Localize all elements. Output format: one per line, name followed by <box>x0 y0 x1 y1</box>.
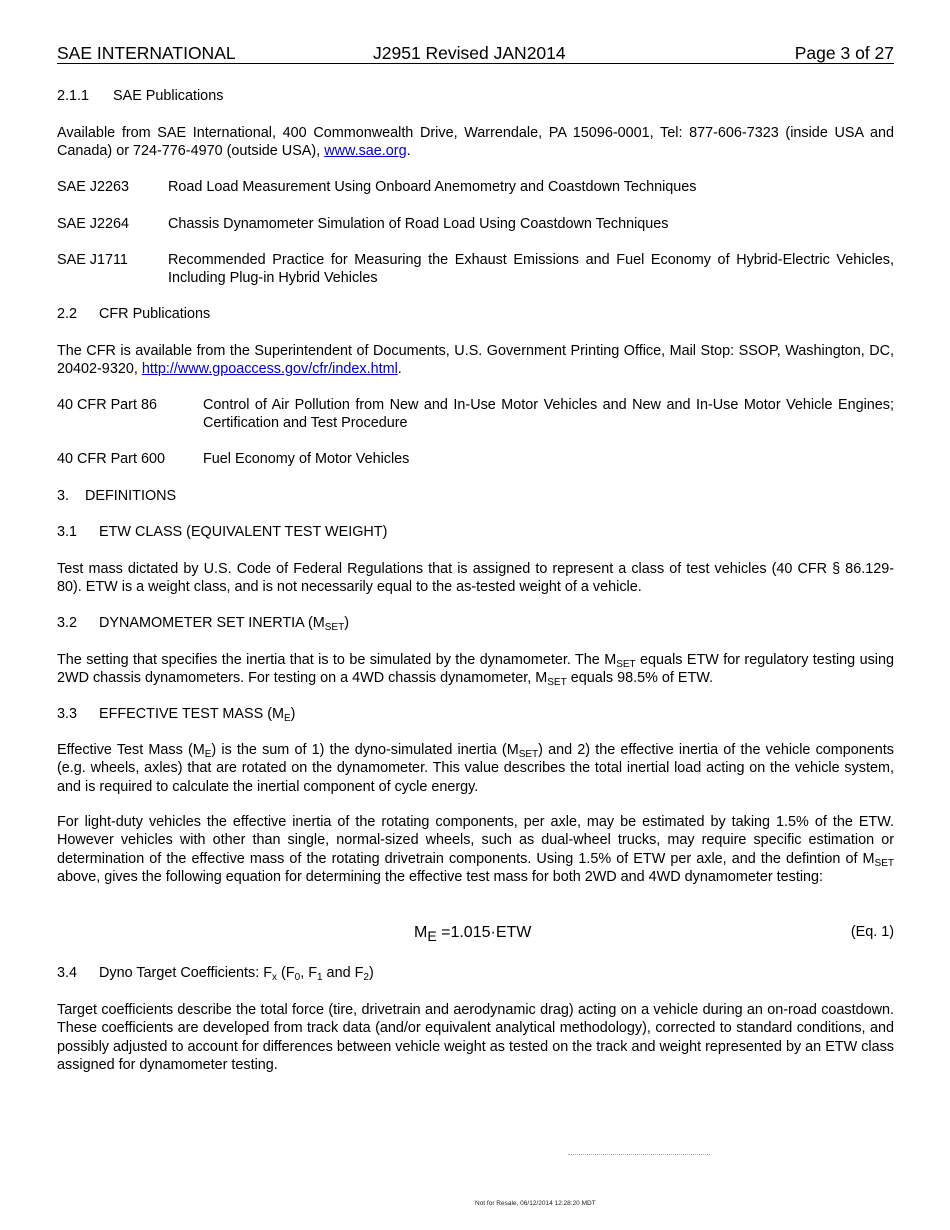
section-number: 2.1.1 <box>57 88 90 104</box>
page-header <box>57 43 894 64</box>
header-org: SAE INTERNATIONAL <box>57 43 236 63</box>
reference-item <box>57 450 894 468</box>
reference-code: SAE J2263 <box>57 179 130 195</box>
equation-formula: $M_E =1.015\cdot ETW$ <box>414 924 532 944</box>
reference-item <box>57 215 894 233</box>
document-page <box>57 43 894 1073</box>
section-title: DYNAMOMETER SET INERTIA $(M_{SET})$ <box>99 615 349 633</box>
reference-item <box>57 396 894 433</box>
section-heading-2-1-1 <box>57 87 894 105</box>
paragraph-rotating-inertia: For light-duty vehicles the effective inertia of the rotating components, per axle, may be estimated by taking 1.5% of the ETW. However vehicles with other than single, normal-sized wheels, such as dual-wheel trucks, may require specific estimation or determination of the effective mass of the rotating drivetrain components. Using 1.5% of ETW per axle, and the defintion of $M_{SET}$ above, gives the following equation for determining the effective test mass for both 2WD and 4WD dynamometer testing: <box>57 814 894 885</box>
gpoaccess-link[interactable]: http://www.gpoaccess.gov/cfr/index.html <box>141 361 398 378</box>
faint-watermark-line <box>568 1154 710 1155</box>
section-number: 3.3 <box>57 706 78 722</box>
reference-code: SAE J2264 <box>57 216 130 232</box>
section-number: 3.2 <box>57 615 78 631</box>
footer-resale-note: Not for Resale, 06/12/2014 12:28:20 MDT <box>475 1200 596 1207</box>
header-page-number: Page 3 of 27 <box>794 43 894 63</box>
header-doc-id: J2951 Revised JAN2014 <box>373 43 566 63</box>
paragraph-mset-definition: The setting that specifies the inertia that is to be simulated by the dynamometer. The $M_{SET}$ equals ETW for regulatory testing using 2WD chassis dynamometers. For testing on a 4WD chassis dynamometer, $M_{SET}$ equals 98.5% of ETW. <box>57 652 894 689</box>
equation-1 <box>57 924 894 946</box>
section-title: ETW CLASS (EQUIVALENT TEST WEIGHT) <box>99 524 388 540</box>
paragraph-effective-test-mass: Effective Test Mass $(M_E)$ is the sum of 1) the dyno-simulated inertia $(M_{SET})$ and 2) the effective inertia of the vehicle components (e.g. wheels, axles) that are rotated on the dynamometer. This value describes the total inertial load acting on the vehicle system, and is required to calculate the inertial component of cycle energy. <box>57 742 894 795</box>
section-title: Dyno Target Coefficients: $F_x$ ($F_0$, $F_1$ and $F_2$) <box>99 965 374 983</box>
reference-title: Control of Air Pollution from New and In-Use Motor Vehicles and New and In-Use Motor Vehicle Engines; Certification and Test Procedure <box>203 397 894 432</box>
reference-title: Road Load Measurement Using Onboard Anemometry and Coastdown Techniques <box>168 179 697 195</box>
section-title: EFFECTIVE TEST MASS $(M_E)$ <box>99 706 296 724</box>
reference-item <box>57 251 894 288</box>
paragraph-etw-definition: Test mass dictated by U.S. Code of Federal Regulations that is assigned to represent a class of test vehicles (40 CFR § 86.129-80). ETW is a weight class, and is not necessarily equal to the as-tested weight of a vehicle. <box>57 561 894 596</box>
paragraph-sae-availability: Available from SAE International, 400 Commonwealth Drive, Warrendale, PA 15096-0001, Tel: 877-606-7323 (inside USA and Canada) or 724-776-4970 (outside USA), www.sae.org. <box>57 125 894 160</box>
section-title: SAE Publications <box>113 88 224 104</box>
paragraph-cfr-availability: The CFR is available from the Superintendent of Documents, U.S. Government Printing Office, Mail Stop: SSOP, Washington, DC, 20402-9320, http://www.gpoaccess.gov/cfr/index.html. <box>57 343 894 378</box>
section-number: 3.4 <box>57 965 78 981</box>
section-title: DEFINITIONS <box>85 488 177 504</box>
section-heading-2-2 <box>57 305 894 323</box>
equation-number: (Eq. 1) <box>850 924 894 940</box>
section-number: 3. <box>57 488 70 504</box>
section-heading-3-4 <box>57 964 894 982</box>
section-heading-3 <box>57 487 894 505</box>
reference-code: 40 CFR Part 600 <box>57 451 165 467</box>
section-heading-3-1 <box>57 523 894 541</box>
reference-item <box>57 178 894 196</box>
reference-title: Chassis Dynamometer Simulation of Road Load Using Coastdown Techniques <box>168 216 669 232</box>
reference-code: SAE J1711 <box>57 252 128 268</box>
section-number: 3.1 <box>57 524 78 540</box>
reference-code: 40 CFR Part 86 <box>57 397 157 413</box>
sae-website-link[interactable]: www.sae.org <box>324 143 407 160</box>
paragraph-target-coefficients: Target coefficients describe the total force (tire, drivetrain and aerodynamic drag) acting on a vehicle during an on-road coastdown. These coefficients are developed from track data (and/or equivalent analytical methodology), corrected to standard conditions, and possibly adjusted to account for differences between vehicle weight as tested on the track and weight represented by an ETW class assigned for dynamometer testing. <box>57 1002 894 1073</box>
reference-title: Fuel Economy of Motor Vehicles <box>203 451 410 467</box>
reference-title: Recommended Practice for Measuring the Exhaust Emissions and Fuel Economy of Hybrid-Electric Vehicles, Including Plug-in Hybrid Vehicles <box>168 252 894 287</box>
section-number: 2.2 <box>57 306 78 322</box>
section-heading-3-2 <box>57 614 894 632</box>
section-title: CFR Publications <box>99 306 211 322</box>
section-heading-3-3 <box>57 705 894 723</box>
